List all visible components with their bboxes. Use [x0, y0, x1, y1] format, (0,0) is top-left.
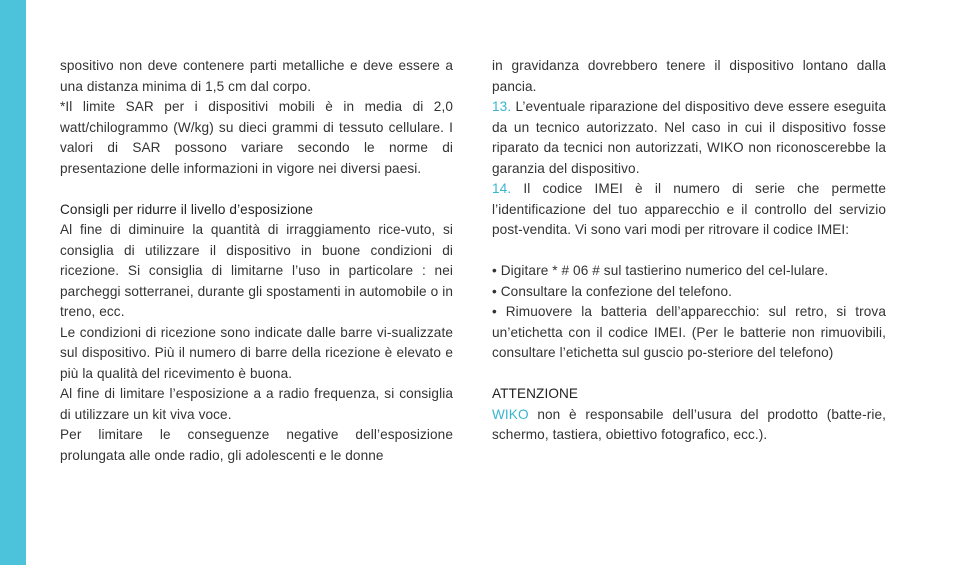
paragraph-text: non è responsabile dell’usura del prodotto (batte-rie, schermo, tastiera, obiettivo fotografico, ecc.).	[492, 406, 886, 442]
numbered-item-13	[492, 97, 886, 179]
paragraph: spositivo non deve contenere parti metalliche e deve essere a una distanza minima di 1,5 cm dal corpo.	[60, 58, 453, 94]
bullet-item: • Digitare * # 06 # sul tastierino numerico del cel-lulare.	[492, 263, 829, 278]
item-text: Il codice IMEI è il numero di serie che permette l’identificazione del tuo apparecchio e il controllo del servizio post-vendita. Vi sono vari modi per ritrovare il codice IMEI:	[492, 181, 886, 237]
bullet-item: • Consultare la confezione del telefono.	[492, 283, 733, 299]
item-number: 13.	[492, 99, 512, 114]
paragraph: *Il limite SAR per i dispositivi mobili è in media di 2,0 watt/chilogrammo (W/kg) su dieci grammi di tessuto cellulare. I valori di SAR possono variare secondo le norme di presentazione delle informazioni in vigore nei diversi paesi.	[60, 99, 453, 176]
paragraph: Le condizioni di ricezione sono indicate dalle barre vi-sualizzate sul dispositivo. Più il numero di barre della ricezione è elevato e più la qualità del ricevimento è buona.	[60, 324, 453, 381]
right-column	[492, 56, 886, 446]
paragraph	[492, 405, 886, 446]
bullet-item: • Rimuovere la batteria dell’apparecchio: sul retro, si trova un’etichetta con il codice IMEI. (Per le batterie non rimuovibili, consultare l’etichetta sul guscio po-steriore del telefono)	[492, 304, 886, 360]
paragraph: Per limitare le conseguenze negative dell’esposizione prolungata alle onde radio, gli adolescenti e le donne	[60, 427, 453, 463]
section-heading: Consigli per ridurre il livello d’esposizione	[60, 201, 314, 217]
numbered-item-14	[492, 179, 886, 241]
paragraph: Al fine di diminuire la quantità di irraggiamento rice-vuto, si consiglia di utilizzare il dispositivo in buone condizioni di ricezione. Si consiglia di limitarne l’uso in particolare : nei parcheggi sotterranei, durante gli spostamenti in automobile o in treno, ecc.	[60, 222, 453, 319]
left-column	[60, 56, 453, 466]
item-text: L’eventuale riparazione del dispositivo deve essere eseguita da un tecnico autorizzato. Nel caso in cui il dispositivo fosse riparato da tecnici non autorizzati, WIKO non riconoscerebbe la garanzia del dispositivo.	[492, 99, 886, 176]
paragraph: in gravidanza dovrebbero tenere il dispositivo lontano dalla pancia.	[492, 58, 886, 94]
section-heading: ATTENZIONE	[492, 386, 579, 401]
left-edge-accent-bar	[0, 0, 26, 565]
brand-name: WIKO	[492, 406, 529, 422]
item-number: 14.	[492, 181, 512, 196]
paragraph: Al fine di limitare l’esposizione a a radio frequenza, si consiglia di utilizzare un kit viva voce.	[60, 386, 453, 422]
